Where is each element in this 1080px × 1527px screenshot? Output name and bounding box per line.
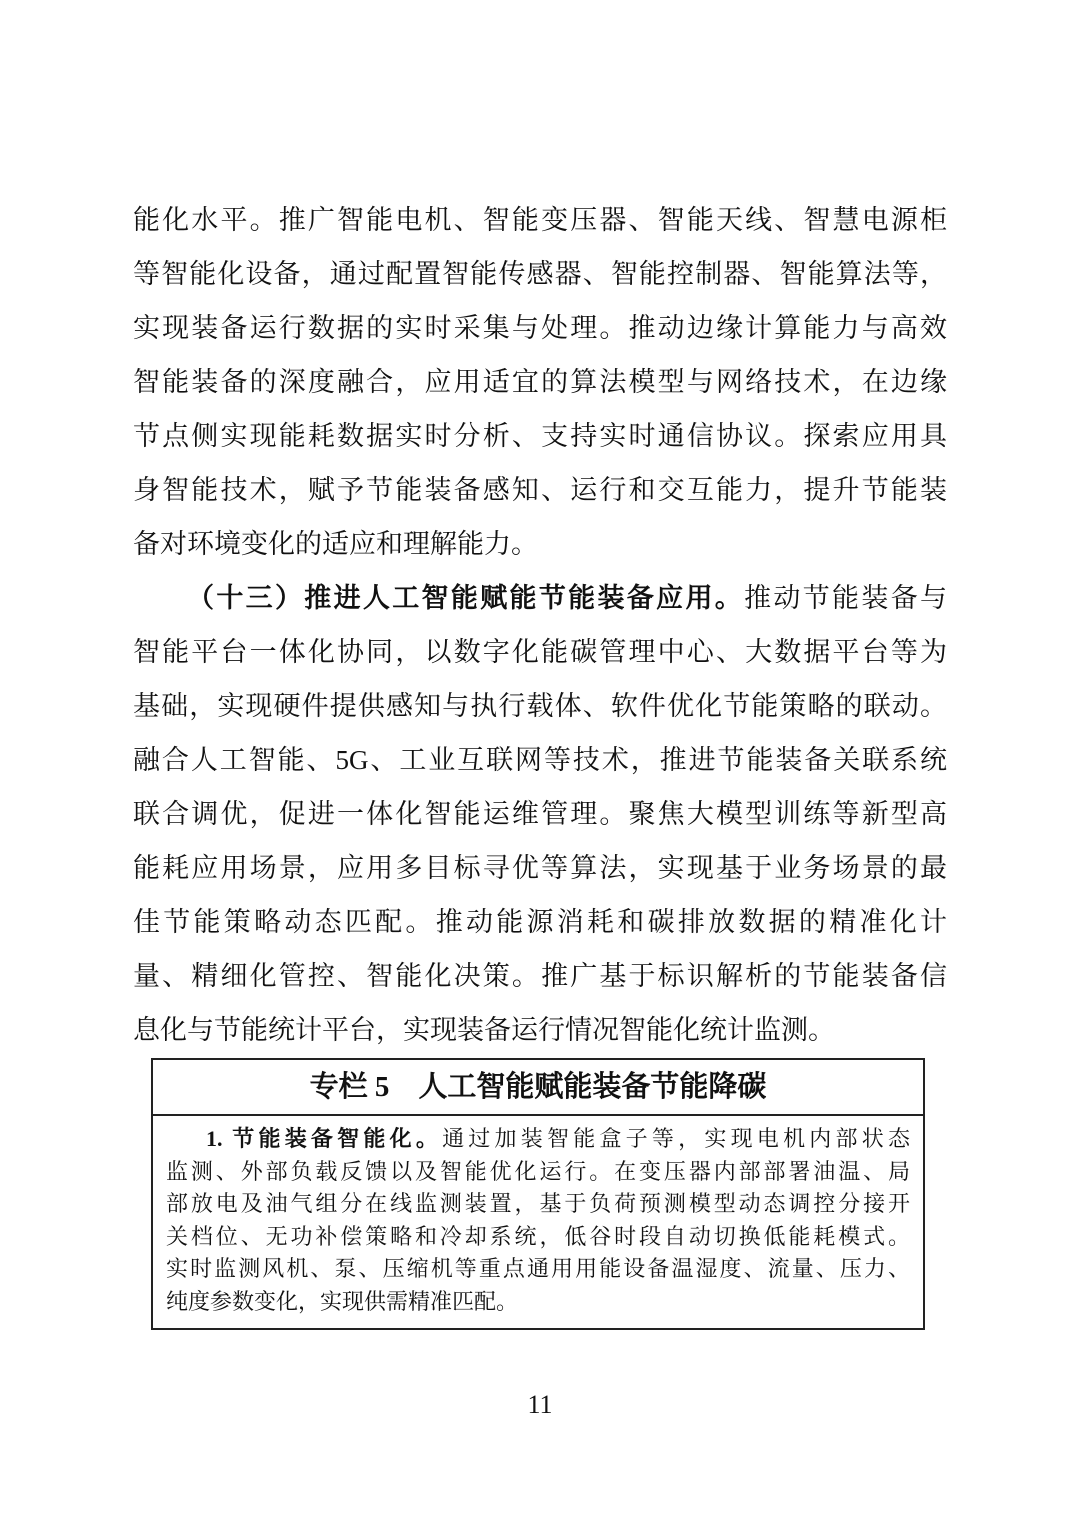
callout-item-text: 通过加装智能盒子等，实现电机内部状态 bbox=[442, 1126, 910, 1151]
callout-line: 部放电及油气组分在线监测装置，基于负荷预测模型动态调控分接开 bbox=[166, 1191, 910, 1216]
paragraph-line: 身智能技术，赋予节能装备感知、运行和交互能力，提升节能装 bbox=[133, 475, 947, 505]
callout-line: 实时监测风机、泵、压缩机等重点通用用能设备温湿度、流量、压力、 bbox=[166, 1256, 910, 1281]
paragraph-line: 融合人工智能、5G、工业互联网等技术，推进节能装备关联系统 bbox=[133, 745, 947, 775]
callout-line: 纯度参数变化，实现供需精准匹配。 bbox=[166, 1288, 519, 1314]
callout-box bbox=[151, 1058, 925, 1330]
paragraph-line: 联合调优，促进一体化智能运维管理。聚焦大模型训练等新型高 bbox=[133, 799, 947, 829]
paragraph-line: 实现装备运行数据的实时采集与处理。推动边缘计算能力与高效 bbox=[133, 313, 947, 343]
paragraph-line: 佳节能策略动态匹配。推动能源消耗和碳排放数据的精准化计 bbox=[133, 907, 947, 937]
page-number: 11 bbox=[527, 1390, 553, 1419]
paragraph-line: 等智能化设备，通过配置智能传感器、智能控制器、智能算法等， bbox=[133, 259, 947, 289]
body-text bbox=[133, 193, 947, 1057]
callout-content bbox=[153, 1116, 923, 1328]
paragraph-line: 能化水平。推广智能电机、智能变压器、智能天线、智慧电源柜 bbox=[133, 205, 947, 235]
paragraph-line: 备对环境变化的适应和理解能力。 bbox=[133, 529, 538, 559]
callout-line bbox=[166, 1123, 910, 1156]
paragraph-line bbox=[133, 571, 947, 625]
callout-line: 监测、外部负载反馈以及智能优化运行。在变压器内部部署油温、局 bbox=[166, 1158, 910, 1184]
callout-line: 关档位、无功补偿策略和冷却系统，低谷时段自动切换低能耗模式。 bbox=[166, 1223, 910, 1249]
paragraph-line: 量、精细化管控、智能化决策。推广基于标识解析的节能装备信 bbox=[133, 961, 947, 991]
paragraph-line: 智能装备的深度融合，应用适宜的算法模型与网络技术，在边缘 bbox=[133, 367, 947, 397]
paragraph-line: 息化与节能统计平台，实现装备运行情况智能化统计监测。 bbox=[133, 1015, 835, 1045]
paragraph-line: 能耗应用场景，应用多目标寻优等算法，实现基于业务场景的最 bbox=[133, 853, 947, 883]
paragraph-line: 基础，实现硬件提供感知与执行载体、软件优化节能策略的联动。 bbox=[133, 691, 947, 721]
paragraph-line: 智能平台一体化协同，以数字化能碳管理中心、大数据平台等为 bbox=[133, 637, 947, 667]
callout-item-heading: 1. 节能装备智能化。 bbox=[206, 1126, 443, 1151]
callout-title: 专栏 5 人工智能赋能装备节能降碳 bbox=[153, 1060, 923, 1116]
section-heading: （十三）推进人工智能赋能节能装备应用。 bbox=[187, 583, 745, 613]
paragraph-text: 推动节能装备与 bbox=[744, 583, 947, 613]
paragraph-line: 节点侧实现能耗数据实时分析、支持实时通信协议。探索应用具 bbox=[133, 421, 947, 451]
